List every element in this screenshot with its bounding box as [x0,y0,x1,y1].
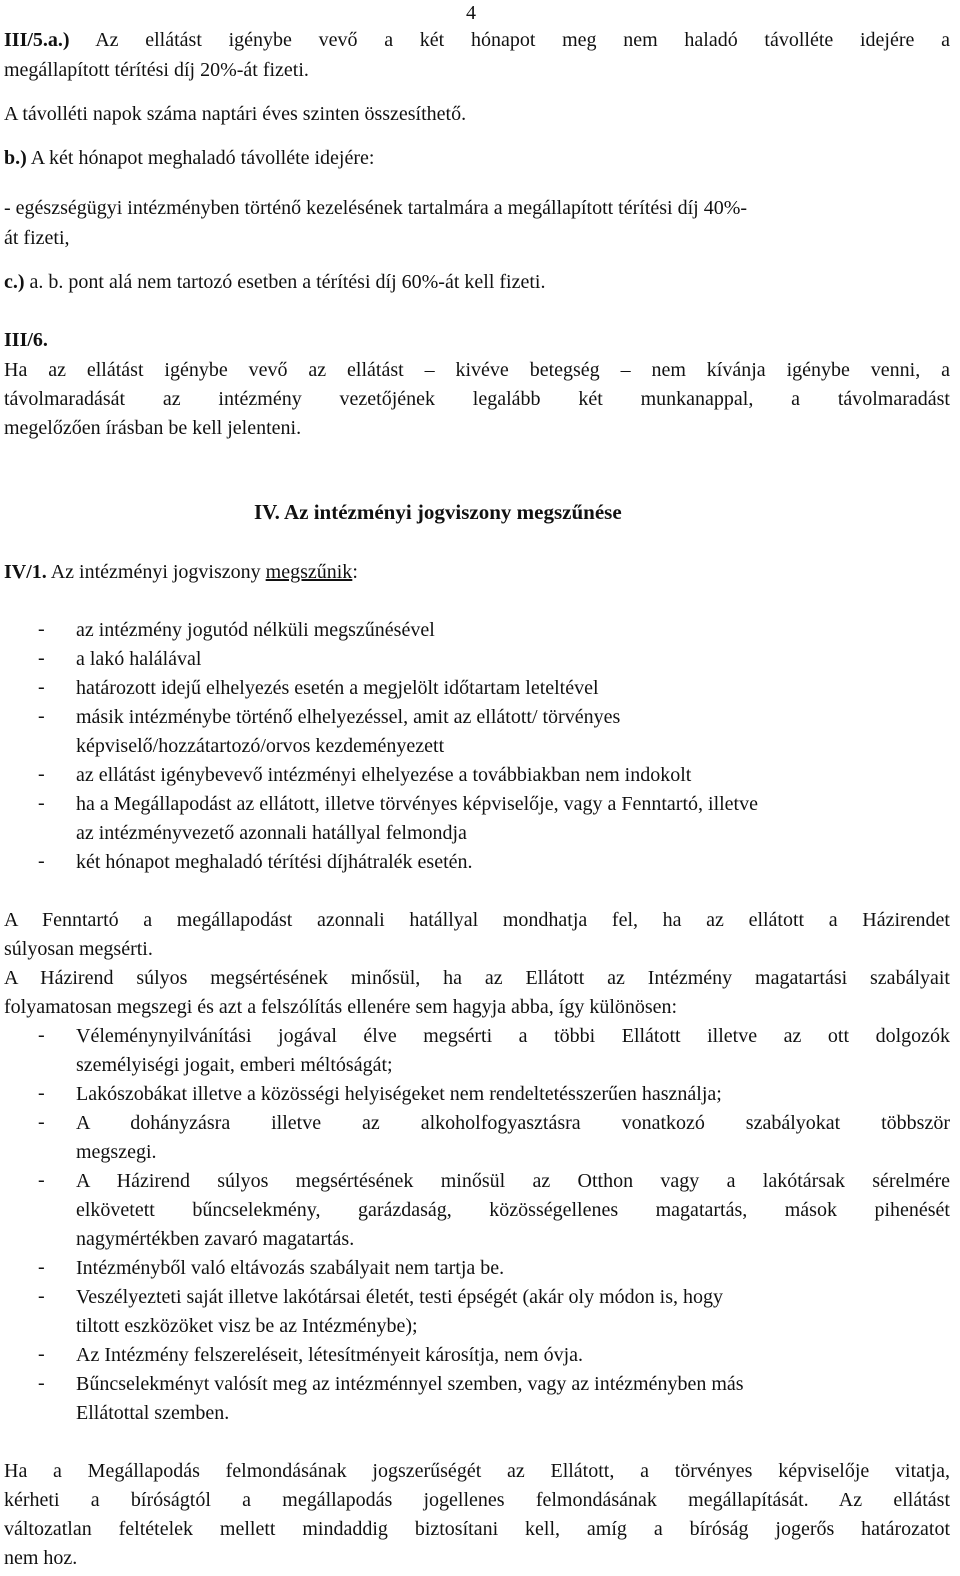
list-item: határozott idejű elhelyezés esetén a megjelölt időtartam leteltével [76,677,599,699]
section-6-label: III/6. [4,329,48,351]
list-bullet: - [38,763,45,785]
section-5b-item-line-2: át fizeti, [4,227,70,249]
operator-line-1: A Fenntartó a megállapodást azonnali hatállyal mondhatja fel, ha az ellátott a Házirendet [4,909,950,931]
list-bullet: - [38,1169,45,1191]
section-6-line-1: Ha az ellátást igénybe vevő az ellátást – kivéve betegség – nem kívánja igénybe venni, a [4,359,950,381]
list-item: A dohányzásra illetve az alkoholfogyasztásra vonatkozó szabályokat többször [76,1112,950,1134]
section-5c [4,268,950,297]
list-bullet: - [38,792,45,814]
list-item: Véleménynyilvánítási jogával élve megsérti a többi Ellátott illetve az ott dolgozók [76,1025,950,1047]
list-bullet: - [38,647,45,669]
list-bullet: - [38,1024,45,1046]
list-item-continuation: elkövetett bűncselekmény, garázdaság, közösségellenes magatartás, mások pihenését [76,1199,950,1221]
section-5b-text: A két hónapot meghaladó távolléte idejére: [26,147,375,169]
list-item: ha a Megállapodást az ellátott, illetve törvényes képviselője, vagy a Fenntartó, illetve [76,793,758,815]
dispute-line-2: kérheti a bíróságtól a megállapodás jogellenes felmondásának megállapítását. Az ellátást [4,1489,950,1511]
dispute-line-1: Ha a Megállapodás felmondásának jogszerűségét az Ellátott, a törvényes képviselője vitatja, [4,1460,950,1482]
section-iv1-label: IV/1. [4,561,47,583]
list-item: az ellátást igénybevevő intézményi elhelyezése a továbbiakban nem indokolt [76,764,692,786]
operator-line-2: súlyosan megsérti. [4,938,153,960]
list-item: Az Intézmény felszereléseit, létesítményeit károsítja, nem óvja. [76,1344,584,1366]
list-bullet: - [38,676,45,698]
section-iv1-underlined: megszűnik [265,561,353,583]
list-item-continuation: képviselő/hozzátartozó/orvos kezdeményezett [76,735,445,757]
section-iv1 [4,558,950,587]
list-bullet: - [38,1372,45,1394]
page-number: 4 [466,2,476,24]
section-5a-line-2: megállapított térítési díj 20%-át fizeti. [4,59,309,81]
list-item: Bűncselekményt valósít meg az intézménnyel szemben, vagy az intézményben más [76,1373,744,1395]
section-iv1-colon: : [352,561,358,583]
list-item: az intézmény jogutód nélküli megszűnésével [76,619,435,641]
section-iv-heading: IV. Az intézményi jogviszony megszűnése [254,500,622,524]
section-5a-line-1 [4,26,950,55]
section-5b-label: b.) [4,147,27,169]
absence-summation: A távolléti napok száma naptári éves szinten összesíthető. [4,103,467,125]
list-bullet: - [38,618,45,640]
section-5c-label: c.) [4,271,25,293]
section-5c-text: a. b. pont alá nem tartozó esetben a térítési díj 60%-át kell fizeti. [24,271,546,293]
list-item: Veszélyezteti saját illetve lakótársai életét, testi épségét (akár oly módon is, hogy [76,1286,724,1308]
list-item: Intézményből való eltávozás szabályait nem tartja be. [76,1257,505,1279]
section-5b [4,144,950,173]
section-6-line-2: távolmaradását az intézmény vezetőjének legalább két munkanappal, a távolmaradást [4,388,950,410]
list-bullet: - [38,1256,45,1278]
dispute-line-3: változatlan feltételek mellett mindaddig biztosítani kell, amíg a bíróság jogerős határozatot [4,1518,950,1540]
list-item-continuation: megszegi. [76,1141,157,1163]
list-item-continuation: személyiségi jogait, emberi méltóságát; [76,1054,393,1076]
list-bullet: - [38,1343,45,1365]
dispute-line-4: nem hoz. [4,1547,78,1569]
list-item-continuation: tiltott eszközöket visz be az Intézménybe); [76,1315,418,1337]
list-bullet: - [38,850,45,872]
serious-line-1: A Házirend súlyos megsértésének minősül, ha az Ellátott az Intézmény magatartási szabályait [4,967,950,989]
list-item-continuation: az intézményvezető azonnali hatállyal felmondja [76,822,467,844]
section-6-line-3: megelőzően írásban be kell jelenteni. [4,417,302,439]
list-item: másik intézménybe történő elhelyezéssel, amit az ellátott/ törvényes [76,706,621,728]
list-bullet: - [38,1285,45,1307]
list-bullet: - [38,1082,45,1104]
list-item: a lakó halálával [76,648,202,670]
list-bullet: - [38,705,45,727]
section-5b-item-line-1: - egészségügyi intézményben történő kezelésének tartalmára a megállapított térítési díj 40%- [4,197,748,219]
list-item: két hónapot meghaladó térítési díjhátralék esetén. [76,851,473,873]
serious-line-2: folyamatosan megszegi és azt a felszólítás ellenére sem hagyja abba, így különösen: [4,996,678,1018]
section-5a-label: III/5.a.) [4,29,70,51]
list-item: Lakószobákat illetve a közösségi helyiségeket nem rendeltetésszerűen használja; [76,1083,722,1105]
list-item-continuation: nagymértékben zavaró magatartás. [76,1228,355,1250]
section-iv1-text: Az intézményi jogviszony [46,561,266,583]
list-item-continuation: Ellátottal szemben. [76,1402,230,1424]
list-item: A Házirend súlyos megsértésének minősül az Otthon vagy a lakótársak sérelmére [76,1170,950,1192]
list-bullet: - [38,1111,45,1133]
section-5a-text: Az ellátást igénybe vevő a két hónapot meg nem haladó távolléte idejére a [95,29,950,51]
